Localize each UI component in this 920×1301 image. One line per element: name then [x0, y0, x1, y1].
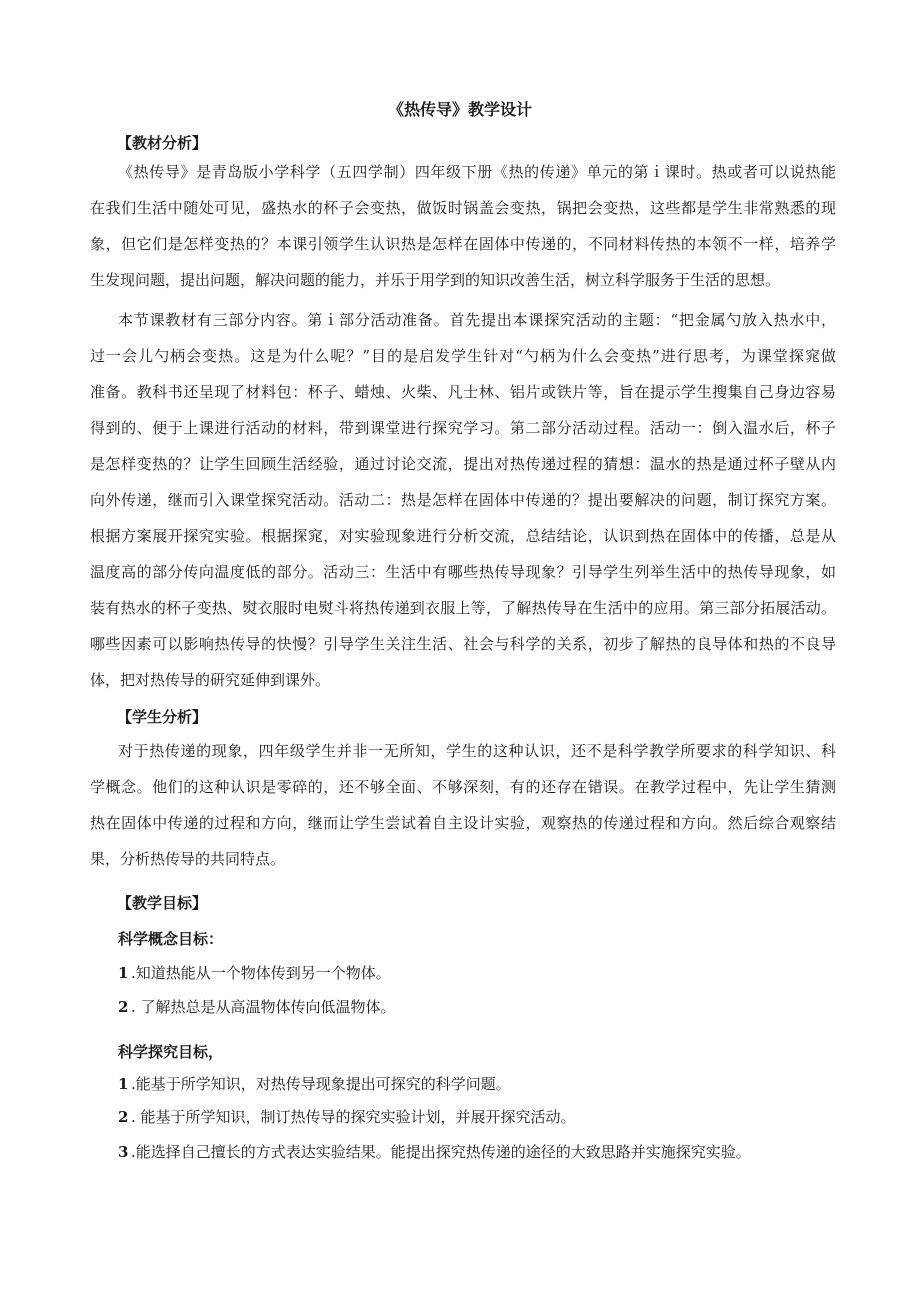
item-number: 1: [118, 1075, 129, 1093]
section-heading-textbook-analysis: 【教材分析】: [117, 134, 208, 152]
paragraph-line: 《热传导》是青岛版小学科学（五四学制）四年级下册《热的传递》单元的第ｉ课时。热或者可以说热能: [118, 163, 836, 181]
item-number: 2: [118, 1108, 129, 1126]
paragraph-line: 是怎样变热的？让学生回顾生活经验，通过讨论交流，提出对热传递过程的猜想：温水的热是通过杯子壁从内: [90, 455, 836, 473]
item-text: .能选择自己擅长的方式表达实验结果。能提出探究热传递的途径的大致思路并实施探究实验。: [131, 1143, 751, 1161]
paragraph-line: 本节课教材有三部分内容。第ｉ部分活动准备。首先提出本课探究活动的主题：“把金属勺放入热水中，: [118, 311, 836, 329]
paragraph-line: 装有热水的杯子变热、熨衣服时电熨斗将热传递到衣服上等，了解热传导在生活中的应用。第三部分拓展活动。: [90, 599, 836, 617]
paragraph-line: 在我们生活中随处可见，盛热水的杯子会变热，做饭时锅盖会变热，锅把会变热，这些都是学生非常熟悉的现: [90, 199, 836, 217]
paragraph-line: 热在固体中传递的过程和方向，继而让学生尝试着自主设计实验，观察热的传递过程和方向。然后综合观察结: [90, 814, 836, 832]
paragraph-line: 果，分析热传导的共同特点。: [90, 850, 286, 868]
document-title: 《热传导》教学设计: [387, 100, 532, 119]
inquiry-objective-item: [118, 1074, 838, 1094]
item-number: 3: [118, 1143, 129, 1161]
paragraph-line: 根据方案展开探究实验。根据探窕，对实验现象进行分析交流，总结结论，认识到热在固体中的传播，总是从: [90, 527, 836, 545]
section-heading-teaching-objectives: 【教学目标】: [117, 894, 208, 912]
paragraph-line: 对于热传递的现象，四年级学生并非一无所知，学生的这种认识，还不是科学教学所要求的科学知识、科: [118, 742, 836, 760]
item-text: . 能基于所学知识，制订热传导的探究实验计划，并展开探究活动。: [131, 1108, 576, 1126]
item-text: .能基于所学知识，对热传导现象提出可探究的科学问题。: [131, 1075, 511, 1093]
student-analysis-paragraph: [90, 733, 836, 877]
paragraph-line: 过一会儿勺柄会变热。这是为什么呢？”目的是启发学生针对“勺柄为什么会变热”进行思考，为课堂探窕做: [90, 347, 836, 365]
paragraph-line: 学概念。他们的这种认识是零碎的，还不够全面、不够深刻，有的还存在错误。在教学过程中，先让学生猜测: [90, 778, 836, 796]
item-text: . 了解热总是从高温物体传向低温物体。: [131, 998, 396, 1016]
item-number: 1: [118, 964, 129, 982]
textbook-analysis-paragraph-2: [90, 302, 836, 698]
paragraph-line: 哪些因素可以影响热传导的快慢？引导学生关注生活、社会与科学的关系，初步了解热的良导体和热的不良导: [90, 635, 836, 653]
paragraph-line: 得到的、便于上课进行活动的材料，带到课堂进行探究学习。第二部分活动过程。活动一：倒入温水后，杯子: [90, 419, 836, 437]
paragraph-line: 象，但它们是怎样变热的？本课引领学生认识热是怎样在固体中传递的，不同材料传热的本领不一样，培养学: [90, 235, 836, 253]
paragraph-line: 温度高的部分传向温度低的部分。活动三：生活中有哪些热传导现象？引导学生列举生活中的热传导现象，如: [90, 563, 836, 581]
section-heading-student-analysis: 【学生分析】: [117, 708, 208, 726]
concept-objective-item: [118, 997, 838, 1017]
item-text: .知道热能从一个物体传到另一个物体。: [131, 964, 391, 982]
paragraph-line: 生发现问题，提出问题，解决问题的能力，并乐于用学到的知识改善生活，树立科学服务于生活的思想。: [90, 271, 781, 289]
inquiry-objectives-heading: 科学探究目标，: [118, 1043, 224, 1061]
inquiry-objective-item: [118, 1107, 838, 1127]
inquiry-objective-item: [118, 1142, 838, 1162]
paragraph-line: 准备。教科书还呈现了材料包：杯子、蜡烛、火柴、凡士林、铝片或铁片等，旨在提示学生搜集自己身边容易: [90, 383, 836, 401]
paragraph-line: 体，把对热传导的研究延伸到课外。: [90, 671, 331, 689]
paragraph-line: 向外传递，继而引入课堂探究活动。活动二：热是怎样在固体中传递的？提出要解决的问题，制订探究方案。: [90, 491, 836, 509]
concept-objectives-heading: 科学概念目标：: [118, 930, 224, 948]
textbook-analysis-paragraph-1: [90, 154, 836, 298]
item-number: 2: [118, 998, 129, 1016]
concept-objective-item: [118, 963, 838, 983]
